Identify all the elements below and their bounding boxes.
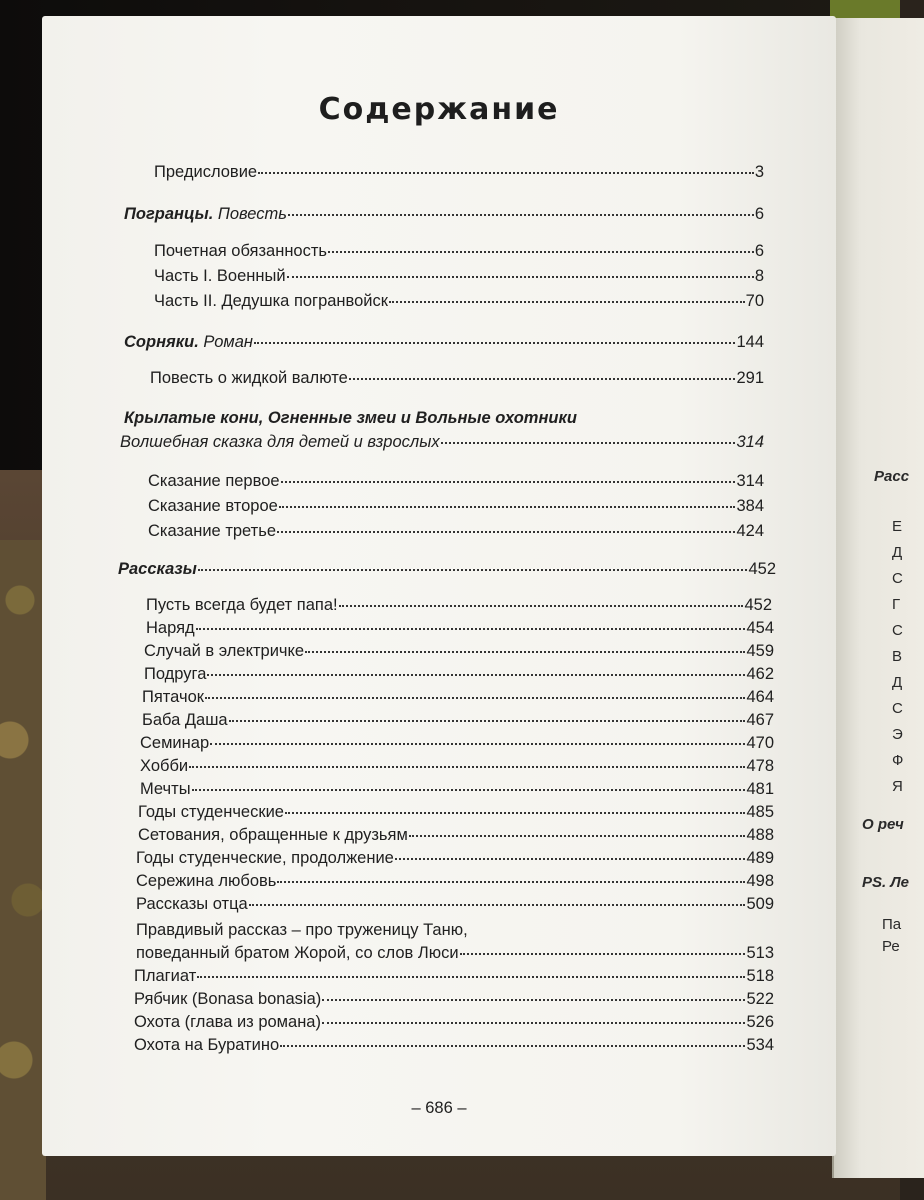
right-page-letter: С	[892, 622, 903, 639]
toc-entry: поведанный братом Жорой, со слов Люси 513	[136, 944, 774, 962]
toc-entry: Рассказы 452	[118, 560, 776, 578]
page-title: Содержание	[318, 92, 560, 127]
right-page-heading-1: Расс	[874, 468, 910, 485]
toc-entry: Мечты 481	[140, 780, 774, 798]
right-page-letter: Э	[892, 726, 903, 743]
toc-entry: Сорняки. Роман 144	[124, 333, 764, 351]
toc-entry: Сказание первое 314	[148, 472, 764, 490]
toc-entry: Наряд 454	[146, 619, 774, 637]
camouflage-fabric	[0, 540, 46, 1200]
toc-entry: Почетная обязанность 6	[154, 242, 764, 260]
right-page-letter: Д	[892, 674, 903, 691]
right-page-letter: В	[892, 648, 903, 665]
toc-page	[42, 16, 836, 1156]
toc-entry: Рябчик (Bonasa bonasia) 522	[134, 990, 774, 1008]
right-page	[832, 18, 924, 1178]
toc-entry: Сережина любовь 498	[136, 872, 774, 890]
section-heading: Крылатые кони, Огненные змеи и Вольные охотники	[124, 409, 577, 427]
toc-entry: Годы студенческие 485	[138, 803, 774, 821]
toc-entry: Часть I. Военный 8	[154, 267, 764, 285]
right-page-letter: Д	[892, 544, 903, 561]
toc-entry: Погранцы. Повесть 6	[124, 205, 764, 223]
toc-entry: Сказание третье 424	[148, 522, 764, 540]
right-page-line: Ре	[882, 938, 900, 955]
toc-entry: Волшебная сказка для детей и взрослых 314	[120, 433, 764, 451]
toc-entry-line: Правдивый рассказ – про труженицу Таню,	[136, 921, 468, 939]
right-page-letter: С	[892, 700, 903, 717]
toc-entry: Рассказы отца 509	[136, 895, 774, 913]
right-page-letter: Е	[892, 518, 903, 535]
right-page-letter: Ф	[892, 752, 904, 769]
toc-entry: Охота (глава из романа) 526	[134, 1013, 774, 1031]
right-page-heading-2: О реч	[862, 816, 904, 833]
toc-entry: Годы студенческие, продолжение 489	[136, 849, 774, 867]
toc-entry: Случай в электричке 459	[144, 642, 774, 660]
page-number: – 686 –	[411, 1099, 467, 1117]
toc-entry: Семинар 470	[140, 734, 774, 752]
toc-entry: Пятачок 464	[142, 688, 774, 706]
toc-entry: Хобби 478	[140, 757, 774, 775]
right-page-heading-3: PS. Ле	[862, 874, 909, 891]
right-page-letter: Г	[892, 596, 901, 613]
toc-entry: Сказание второе 384	[148, 497, 764, 515]
right-page-line: Па	[882, 916, 902, 933]
right-page-letter: С	[892, 570, 903, 587]
right-page-letter: Я	[892, 778, 903, 795]
toc-entry: Плагиат 518	[134, 967, 774, 985]
toc-entry: Повесть о жидкой валюте 291	[150, 369, 764, 387]
toc-entry: Охота на Буратино 534	[134, 1036, 774, 1054]
toc-entry: Часть II. Дедушка погранвойск 70	[154, 292, 764, 310]
toc-entry: Подруга 462	[144, 665, 774, 683]
toc-entry: Баба Даша 467	[142, 711, 774, 729]
toc-entry: Предисловие 3	[154, 163, 764, 181]
toc-entry: Пусть всегда будет папа! 452	[146, 596, 772, 614]
toc-entry: Сетования, обращенные к друзьям 488	[138, 826, 774, 844]
